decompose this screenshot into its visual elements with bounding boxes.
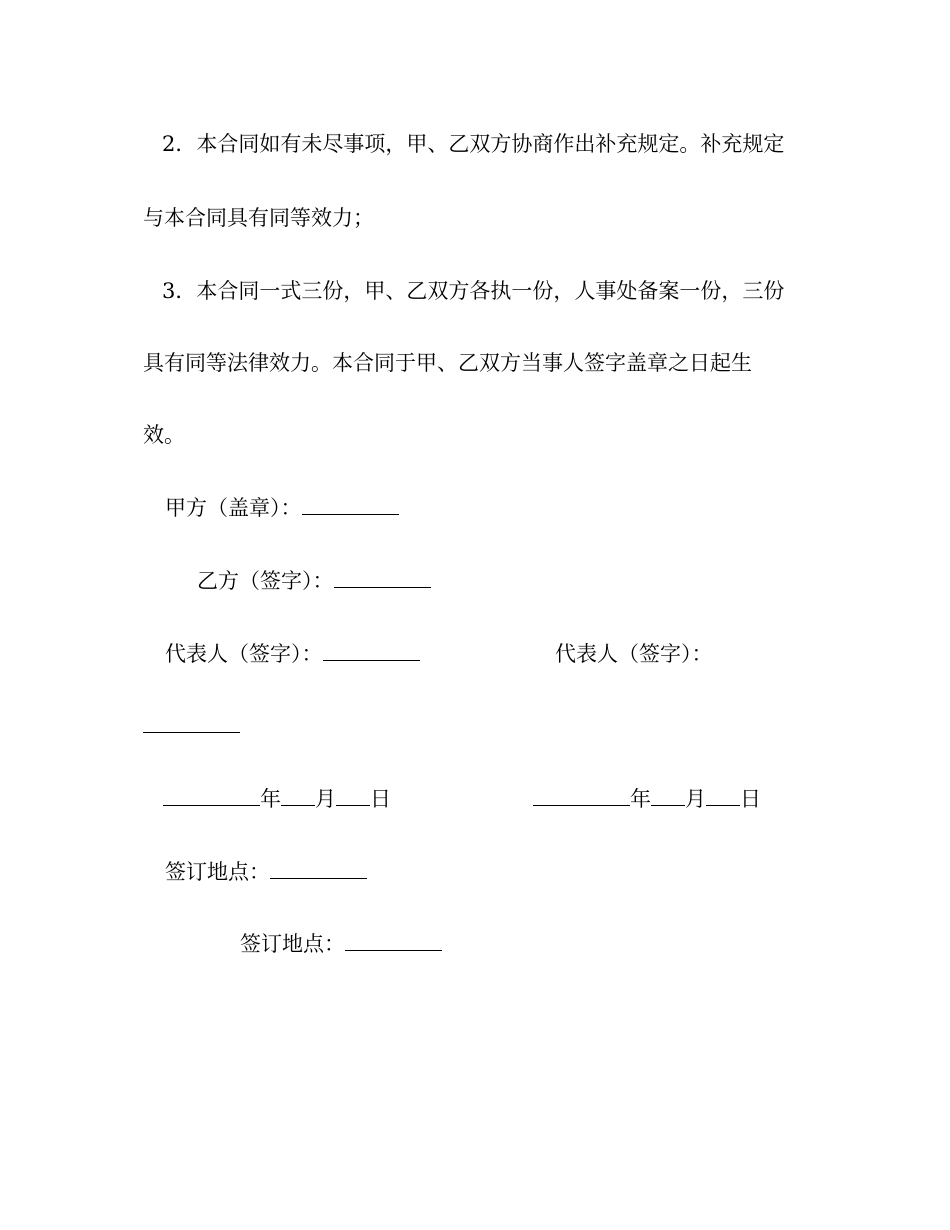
clause-3-line-2: 具有同等法律效力。本合同于甲、乙双方当事人签字盖章之日起生 (143, 351, 752, 375)
party-b-signature-line (197, 567, 431, 595)
clause-2-line-1: 2．本合同如有未尽事项，甲、乙双方协商作出补充规定。补充规定 (162, 132, 785, 156)
party-a-blank[interactable] (302, 494, 399, 515)
date-right-month-blank[interactable] (651, 785, 685, 806)
date-right-day-label: 日 (740, 787, 761, 811)
rep-right-label: 代表人（签字）： (555, 642, 713, 666)
rep-right-blank[interactable] (143, 712, 240, 733)
date-left-month-blank[interactable] (281, 785, 315, 806)
rep-right-signature-line (555, 640, 713, 668)
party-b-blank[interactable] (334, 567, 431, 588)
date-left (163, 785, 391, 813)
date-right (533, 785, 761, 813)
clause-3-line-3: 效。 (143, 423, 185, 447)
date-right-day-blank[interactable] (706, 785, 740, 806)
signing-place-blank-1[interactable] (270, 858, 367, 879)
signing-place-line-1 (165, 858, 367, 886)
date-left-year-label: 年 (260, 787, 281, 811)
signing-place-blank-2[interactable] (345, 930, 442, 951)
date-left-day-blank[interactable] (336, 785, 370, 806)
party-b-label: 乙方（签字）： (197, 569, 334, 593)
date-right-year-label: 年 (630, 787, 651, 811)
rep-right-blank-line (143, 712, 240, 740)
clause-3-line-1: 3．本合同一式三份，甲、乙双方各执一份，人事处备案一份，三份 (162, 279, 785, 303)
party-a-label: 甲方（盖章）： (165, 496, 302, 520)
date-left-month-label: 月 (315, 787, 336, 811)
date-left-day-label: 日 (370, 787, 391, 811)
date-left-year-blank[interactable] (163, 785, 260, 806)
date-right-year-blank[interactable] (533, 785, 630, 806)
clause-2-line-2: 与本合同具有同等效力； (143, 206, 374, 230)
signing-place-label-2: 签订地点： (240, 932, 345, 956)
rep-left-blank[interactable] (323, 640, 420, 661)
signing-place-line-2 (240, 930, 442, 958)
rep-left-label: 代表人（签字）： (165, 642, 323, 666)
rep-left-signature-line (165, 640, 420, 668)
signing-place-label-1: 签订地点： (165, 860, 270, 884)
date-right-month-label: 月 (685, 787, 706, 811)
party-a-signature-line (165, 494, 399, 522)
